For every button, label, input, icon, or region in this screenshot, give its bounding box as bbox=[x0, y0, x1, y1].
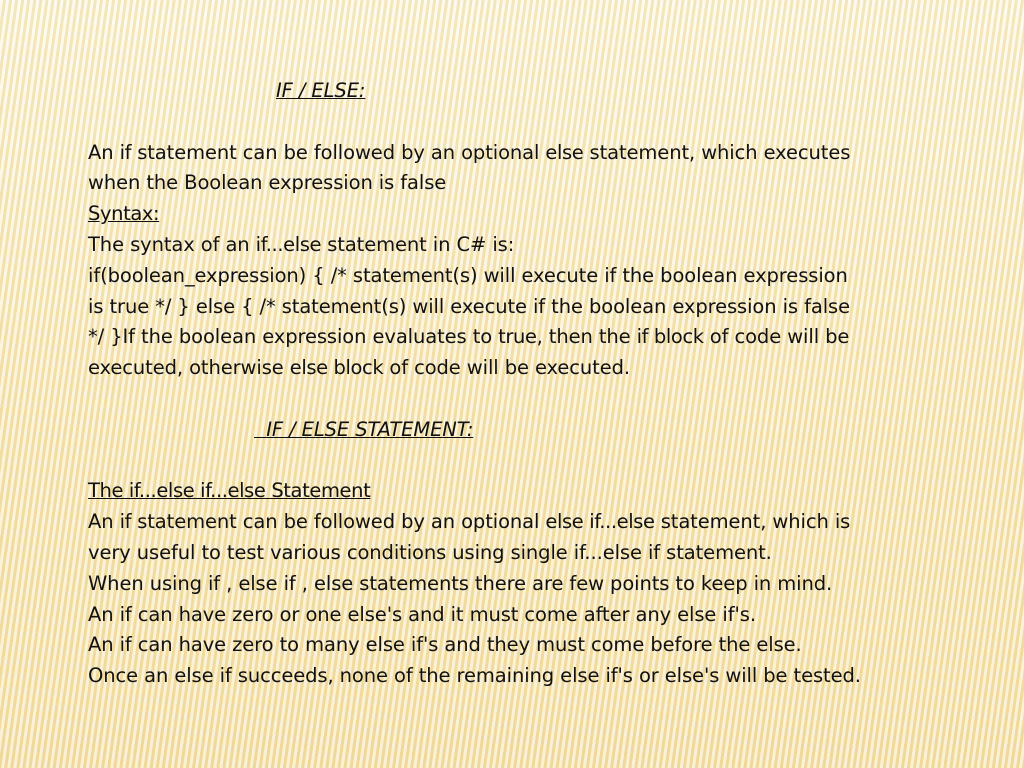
heading-if-else-statement: IF / ELSE STATEMENT: bbox=[254, 417, 474, 441]
point-1: When using if , else if , else statements there are few points to keep in mind. bbox=[88, 571, 833, 595]
point-2: An if can have zero or one else's and it must come after any else if's. bbox=[88, 602, 756, 626]
syntax-label-line bbox=[88, 199, 958, 230]
slide-content bbox=[88, 76, 958, 692]
intro-text: statement can be followed by an optional bbox=[131, 140, 546, 164]
spacer bbox=[88, 446, 958, 477]
syntax-line-3 bbox=[88, 322, 958, 353]
syntax-line-1: if(boolean_expression) { /* statement(s) will execute if the boolean expression bbox=[88, 263, 848, 287]
syntax-text: of code will be bbox=[703, 325, 850, 349]
heading-line bbox=[88, 415, 958, 446]
syntax-text: of code will be executed. bbox=[383, 356, 630, 380]
subheading: The if...else if...else Statement bbox=[88, 479, 371, 503]
keyword-if-else: if...else bbox=[255, 232, 322, 256]
syntax-label: Syntax: bbox=[88, 202, 160, 226]
syntax-text: executed, otherwise bbox=[88, 356, 290, 380]
intro-text: An bbox=[88, 140, 120, 164]
syntax-intro-text: statement in C# is: bbox=[321, 232, 515, 256]
elseif-line-1 bbox=[88, 507, 958, 538]
spacer bbox=[88, 384, 958, 415]
syntax-intro-text: The syntax of an bbox=[88, 232, 256, 256]
point-4: Once an else if succeeds, none of the remaining else if's or else's will be tested. bbox=[88, 664, 861, 688]
point-3: An if can have zero to many else if's and they must come before the else. bbox=[88, 633, 802, 657]
spacer bbox=[88, 107, 958, 138]
keyword-if-block: if block bbox=[636, 325, 704, 349]
keyword-true: true bbox=[498, 325, 537, 349]
subheading-line bbox=[88, 476, 958, 507]
intro-line-2: when the Boolean expression is false bbox=[88, 171, 447, 195]
keyword-else: else bbox=[545, 140, 584, 164]
keyword-if: if bbox=[119, 510, 132, 534]
heading-if-else: IF / ELSE: bbox=[276, 79, 366, 102]
syntax-text: , then the bbox=[536, 325, 637, 349]
heading-line bbox=[88, 76, 958, 107]
keyword-else-block: else block bbox=[289, 356, 384, 380]
syntax-line-4 bbox=[88, 353, 958, 384]
syntax-line-2: is true */ } else { /* statement(s) will execute if the boolean expression is false bbox=[88, 294, 850, 318]
elseif-text: An bbox=[88, 510, 120, 534]
elseif-text: statement can be followed by an optional bbox=[131, 510, 546, 534]
keyword-if: if bbox=[119, 140, 132, 164]
syntax-text: */ }If the boolean expression evaluates to bbox=[88, 325, 499, 349]
intro-line-1 bbox=[88, 138, 958, 169]
keyword-else-if-else: else if...else bbox=[545, 510, 655, 534]
syntax-intro-line bbox=[88, 230, 958, 261]
intro-text: statement, which executes bbox=[583, 140, 851, 164]
elseif-line-2: very useful to test various conditions using single if...else if statement. bbox=[88, 540, 772, 564]
elseif-text: statement, which is bbox=[654, 510, 851, 534]
